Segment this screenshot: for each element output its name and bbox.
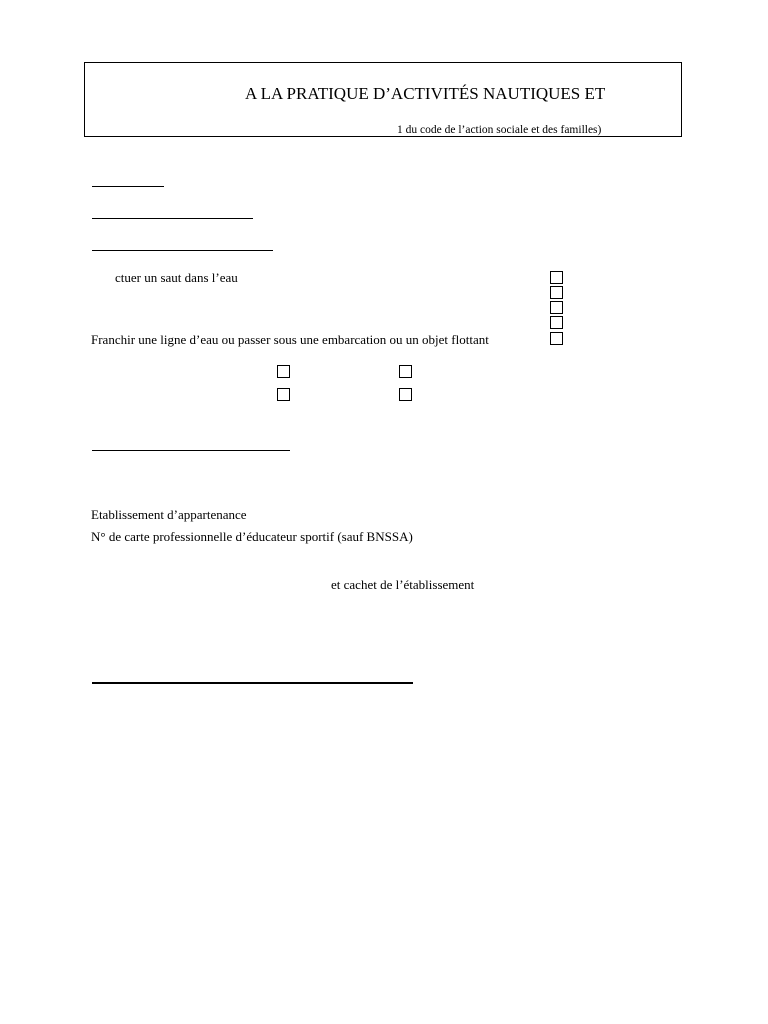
option-checkbox-4[interactable] [399,388,412,401]
option-checkbox-2[interactable] [399,365,412,378]
option-checkbox-3[interactable] [277,388,290,401]
test-franchir-label: Franchir une ligne d’eau ou passer sous une embarcation ou un objet flottant [91,332,489,347]
option-checkbox-1[interactable] [277,365,290,378]
test-checkbox-4[interactable] [550,316,563,329]
form-title: A LA PRATIQUE D’ACTIVITÉS NAUTIQUES ET [245,84,606,103]
etablissement-label: Etablissement d’appartenance [91,507,247,522]
section-line-4 [92,450,290,451]
test-checkbox-1[interactable] [550,271,563,284]
section-line-1 [92,186,164,187]
test-checkbox-5[interactable] [550,332,563,345]
carte-pro-label: N° de carte professionnelle d’éducateur sportif (sauf BNSSA) [91,529,413,544]
section-line-5 [92,682,413,684]
section-line-2 [92,218,253,219]
test-checkbox-3[interactable] [550,301,563,314]
form-subtitle: 1 du code de l’action sociale et des familles) [397,124,602,136]
test-checkbox-2[interactable] [550,286,563,299]
section-line-3 [92,250,273,251]
cachet-label: et cachet de l’établissement [331,577,475,592]
test-saut-label: ctuer un saut dans l’eau [115,270,238,285]
